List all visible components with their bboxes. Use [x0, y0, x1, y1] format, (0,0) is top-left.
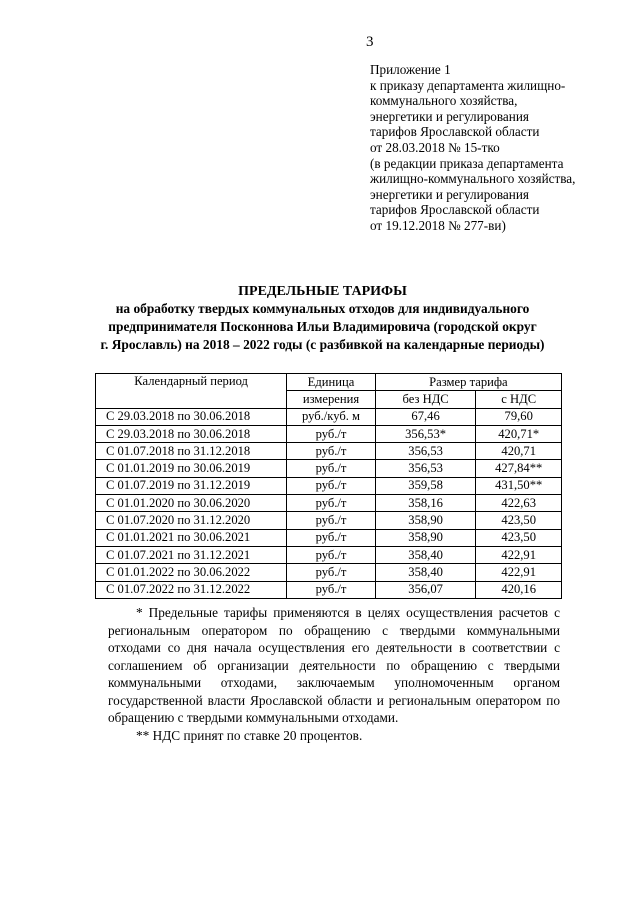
cell-unit: руб./т [287, 581, 376, 598]
title-sub-line: предпринимателя Посконнова Ильи Владимировича (городской округ [108, 318, 537, 334]
cell-period: С 01.01.2019 по 30.06.2019 [96, 460, 287, 477]
footnote-asterisk: * Предельные тарифы применяются в целях осуществления расчетов с региональным оператором по обращению с твердыми коммунальными отходами со дня начала осуществления его деятельности в соответствии с соглашением об организации деятельности по обращению с твердыми коммунальными отходами, заключаемым уполномоченным органом государственной власти Ярославской области и региональным оператором по обращению с твердыми коммунальными отходами. [108, 605, 560, 725]
cell-unit: руб./т [287, 477, 376, 494]
appendix-line: от 28.03.2018 № 15-тко [370, 139, 500, 155]
cell-unit: руб./куб. м [287, 408, 376, 425]
page-number: 3 [366, 34, 374, 50]
table-row [96, 425, 562, 442]
cell-period: С 01.07.2020 по 31.12.2020 [96, 512, 287, 529]
cell-unit: руб./т [287, 564, 376, 581]
cell-with-vat: 420,16 [476, 581, 562, 598]
table-row [96, 529, 562, 546]
header-unit-line2: измерения [287, 391, 376, 408]
title-subtitle [90, 300, 555, 353]
footnote-vat: ** НДС принят по ставке 20 процентов. [136, 727, 363, 743]
table-row [96, 581, 562, 598]
title-sub-line: на обработку твердых коммунальных отходов для индивидуального [115, 301, 530, 316]
header-with-vat: с НДС [476, 391, 562, 408]
title-main: ПРЕДЕЛЬНЫЕ ТАРИФЫ [238, 284, 407, 299]
cell-without-vat: 356,53 [375, 443, 476, 460]
table-row [96, 443, 562, 460]
cell-unit: руб./т [287, 443, 376, 460]
cell-with-vat: 422,91 [476, 564, 562, 581]
title-sub-line: г. Ярославль) на 2018 – 2022 годы (с разбивкой на календарные периоды) [100, 336, 545, 352]
cell-period: С 01.01.2020 по 30.06.2020 [96, 495, 287, 512]
cell-without-vat: 358,16 [375, 495, 476, 512]
table-row [96, 477, 562, 494]
cell-with-vat: 431,50** [476, 477, 562, 494]
table-row [96, 546, 562, 563]
appendix-line: жилищно-коммунального хозяйства, [370, 171, 576, 187]
cell-without-vat: 67,46 [375, 408, 476, 425]
cell-without-vat: 358,40 [375, 564, 476, 581]
appendix-line: к приказу департамента жилищно- [370, 77, 566, 93]
cell-period: С 01.07.2019 по 31.12.2019 [96, 477, 287, 494]
cell-period: С 01.01.2022 по 30.06.2022 [96, 564, 287, 581]
cell-period: С 29.03.2018 по 30.06.2018 [96, 425, 287, 442]
cell-with-vat: 423,50 [476, 529, 562, 546]
cell-with-vat: 420,71* [476, 425, 562, 442]
cell-period: С 01.01.2021 по 30.06.2021 [96, 529, 287, 546]
table-row [96, 495, 562, 512]
cell-period: С 29.03.2018 по 30.06.2018 [96, 408, 287, 425]
cell-unit: руб./т [287, 460, 376, 477]
footnotes [108, 604, 560, 744]
appendix-block [370, 62, 630, 234]
appendix-line: энергетики и регулирования [370, 186, 529, 202]
header-unit-line1: Единица [287, 374, 376, 391]
appendix-line: энергетики и регулирования [370, 108, 529, 124]
table-row [96, 512, 562, 529]
table-row [96, 408, 562, 425]
cell-without-vat: 358,90 [375, 529, 476, 546]
cell-with-vat: 422,91 [476, 546, 562, 563]
cell-without-vat: 356,07 [375, 581, 476, 598]
header-period: Календарный период [96, 374, 287, 409]
appendix-line: тарифов Ярославской области [370, 202, 540, 218]
cell-unit: руб./т [287, 495, 376, 512]
cell-unit: руб./т [287, 425, 376, 442]
appendix-line: коммунального хозяйства, [370, 93, 518, 109]
header-tariff: Размер тарифа [375, 374, 561, 391]
cell-without-vat: 358,90 [375, 512, 476, 529]
table-row [96, 460, 562, 477]
table-header-row [96, 374, 562, 391]
cell-period: С 01.07.2022 по 31.12.2022 [96, 581, 287, 598]
appendix-line: от 19.12.2018 № 277-ви) [370, 217, 506, 233]
cell-unit: руб./т [287, 546, 376, 563]
cell-with-vat: 422,63 [476, 495, 562, 512]
cell-without-vat: 358,40 [375, 546, 476, 563]
cell-with-vat: 79,60 [476, 408, 562, 425]
appendix-line: тарифов Ярославской области [370, 124, 540, 140]
table-row [96, 564, 562, 581]
cell-without-vat: 356,53 [375, 460, 476, 477]
cell-without-vat: 356,53* [375, 425, 476, 442]
header-without-vat: без НДС [375, 391, 476, 408]
cell-period: С 01.07.2021 по 31.12.2021 [96, 546, 287, 563]
appendix-line: (в редакции приказа департамента [370, 155, 564, 171]
tariff-table [95, 373, 562, 599]
cell-unit: руб./т [287, 529, 376, 546]
cell-period: С 01.07.2018 по 31.12.2018 [96, 443, 287, 460]
cell-unit: руб./т [287, 512, 376, 529]
cell-without-vat: 359,58 [375, 477, 476, 494]
appendix-line: Приложение 1 [370, 62, 451, 77]
document-title [90, 284, 555, 353]
cell-with-vat: 427,84** [476, 460, 562, 477]
cell-with-vat: 420,71 [476, 443, 562, 460]
cell-with-vat: 423,50 [476, 512, 562, 529]
